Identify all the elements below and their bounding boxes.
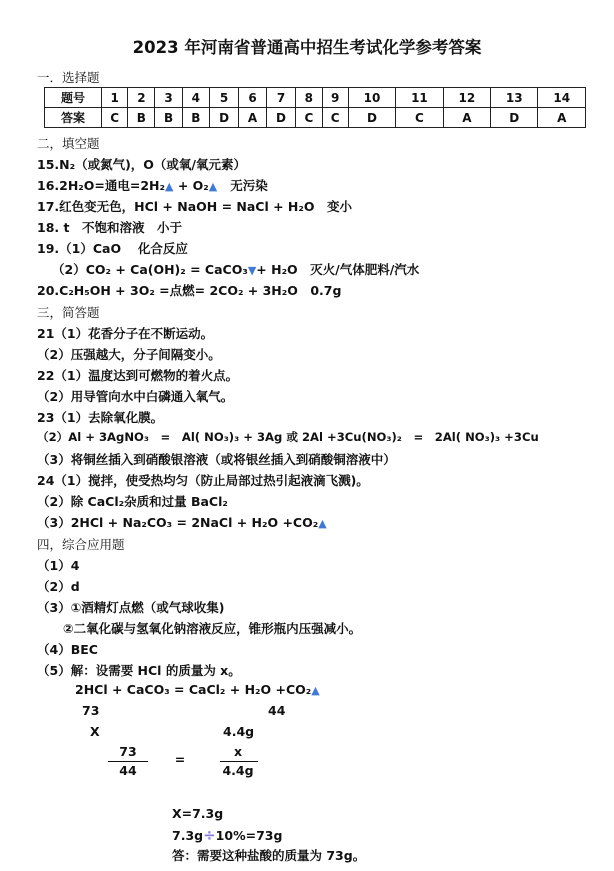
answer-cell: D bbox=[491, 108, 538, 128]
eq-part: + H₂O 灭火/气体肥料/汽水 bbox=[256, 262, 420, 277]
answer-cell: C bbox=[322, 108, 348, 128]
eq-part: （3）2HCl + Na₂CO₃ = 2NaCl + H₂O +CO₂ bbox=[37, 515, 319, 530]
eq-part: 16.2H₂O=通电=2H₂ bbox=[37, 178, 165, 193]
answer-cell: A bbox=[239, 108, 267, 128]
answer-cell: A bbox=[443, 108, 490, 128]
answer-line-18: 18. t 不饱和溶液 小于 bbox=[37, 220, 182, 235]
answer-line-17: 17.红色变无色，HCl + NaOH = NaCl + H₂O 变小 bbox=[37, 199, 352, 214]
answer-line-22-1: 22（1）温度达到可燃物的着火点。 bbox=[37, 368, 239, 383]
answer-cell: D bbox=[348, 108, 395, 128]
answer-line-a5: （5）解：设需要 HCl 的质量为 x。 bbox=[37, 663, 241, 678]
molar-mass-co2: 44 bbox=[268, 703, 286, 718]
division-line bbox=[172, 826, 282, 844]
answer-cell: B bbox=[182, 108, 209, 128]
answer-line-24-3 bbox=[37, 513, 327, 531]
section-short-heading: 三，简答题 bbox=[37, 305, 100, 320]
fraction-bar bbox=[220, 761, 258, 762]
result-x: X=7.3g bbox=[172, 806, 224, 821]
table-row-answers bbox=[45, 108, 586, 128]
eq-part: 10%=73g bbox=[215, 828, 283, 843]
answer-cell: D bbox=[266, 108, 295, 128]
question-number-cell: 13 bbox=[491, 88, 538, 108]
question-number-cell: 5 bbox=[209, 88, 238, 108]
answer-cell: D bbox=[209, 108, 238, 128]
answer-line-16 bbox=[37, 176, 268, 194]
answer-line-19-1: 19.（1）CaO 化合反应 bbox=[37, 241, 188, 256]
answer-line-23-1: 23（1）去除氧化膜。 bbox=[37, 410, 164, 425]
final-answer: 答：需要这种盐酸的质量为 73g。 bbox=[172, 848, 366, 863]
fraction-left-numerator: 73 bbox=[119, 744, 137, 759]
table-header-cell: 题号 bbox=[45, 88, 102, 108]
answer-line-21-1: 21（1）花香分子在不断运动。 bbox=[37, 326, 214, 341]
answer-table bbox=[44, 87, 586, 128]
question-number-cell: 1 bbox=[102, 88, 128, 108]
answer-cell: C bbox=[296, 108, 322, 128]
fraction-right-denominator: 4.4g bbox=[222, 763, 254, 778]
eq-part: 2HCl + CaCO₃ = CaCl₂ + H₂O +CO₂ bbox=[75, 682, 312, 697]
arrow-up-icon: ▲ bbox=[318, 517, 327, 530]
answer-line-22-2: （2）用导管向水中白磷通入氧气。 bbox=[37, 389, 234, 404]
arrow-up-icon: ▲ bbox=[165, 180, 174, 193]
arrow-down-icon: ▼ bbox=[247, 264, 257, 277]
answer-line-a3-2: ②二氧化碳与氢氧化钠溶液反应，锥形瓶内压强减小。 bbox=[63, 621, 362, 636]
answer-line-21-2: （2）压强越大，分子间隔变小。 bbox=[37, 347, 221, 362]
fraction-right-numerator: x bbox=[233, 744, 243, 759]
arrow-up-icon: ▲ bbox=[208, 180, 218, 193]
answer-line-a1: （1）4 bbox=[37, 558, 80, 573]
page-title: 2023 年河南省普通高中招生考试化学参考答案 bbox=[132, 38, 482, 57]
question-number-cell: 14 bbox=[538, 88, 586, 108]
co2-mass: 4.4g bbox=[223, 724, 255, 739]
arrow-up-icon: ▲ bbox=[311, 684, 320, 697]
question-number-cell: 9 bbox=[322, 88, 348, 108]
divide-icon: ÷ bbox=[203, 826, 216, 844]
unknown-mass: X bbox=[90, 724, 100, 739]
eq-part: 无污染 bbox=[230, 178, 268, 193]
answer-line-19-2 bbox=[52, 260, 419, 278]
question-number-cell: 4 bbox=[182, 88, 209, 108]
question-number-cell: 6 bbox=[239, 88, 267, 108]
answer-line-24-2: （2）除 CaCl₂杂质和过量 BaCl₂ bbox=[37, 494, 228, 509]
eq-part: + O₂ bbox=[177, 178, 209, 193]
question-number-cell: 3 bbox=[155, 88, 182, 108]
answer-line-24-1: 24（1）搅拌，使受热均匀（防止局部过热引起液滴飞溅)。 bbox=[37, 473, 369, 488]
question-number-cell: 8 bbox=[296, 88, 322, 108]
table-header-cell: 答案 bbox=[45, 108, 102, 128]
reaction-equation bbox=[75, 682, 320, 697]
section-comprehensive-heading: 四，综合应用题 bbox=[37, 537, 125, 552]
answer-cell: C bbox=[396, 108, 443, 128]
eq-part: （2）CO₂ + Ca(OH)₂ = CaCO₃ bbox=[52, 262, 248, 277]
molar-mass-hcl: 73 bbox=[82, 703, 100, 718]
answer-line-15: 15.N₂（或氮气)，O（或氧/氧元素） bbox=[37, 157, 246, 172]
section-choice-heading: 一．选择题 bbox=[37, 70, 100, 85]
question-number-cell: 12 bbox=[443, 88, 490, 108]
question-number-cell: 10 bbox=[348, 88, 395, 108]
answer-cell: A bbox=[538, 108, 586, 128]
section-fill-heading: 二，填空题 bbox=[37, 136, 100, 151]
answer-cell: B bbox=[128, 108, 155, 128]
answer-line-a3-1: （3）①酒精灯点燃（或气球收集) bbox=[37, 600, 225, 615]
answer-line-20: 20.C₂H₅OH + 3O₂ =点燃= 2CO₂ + 3H₂O 0.7g bbox=[37, 283, 342, 298]
question-number-cell: 2 bbox=[128, 88, 155, 108]
answer-cell: C bbox=[102, 108, 128, 128]
answer-line-a2: （2）d bbox=[37, 579, 80, 594]
eq-part: 7.3g bbox=[172, 828, 204, 843]
question-number-cell: 11 bbox=[396, 88, 443, 108]
answer-cell: B bbox=[155, 108, 182, 128]
answer-line-23-2: （2）Al + 3AgNO₃ = Al( NO₃)₃ + 3Ag 或 2Al +3Cu(NO₃)₂ = 2Al( NO₃)₃ +3Cu bbox=[37, 430, 539, 444]
table-row-numbers bbox=[45, 88, 586, 108]
answer-line-23-3: （3）将铜丝插入到硝酸银溶液（或将银丝插入到硝酸铜溶液中） bbox=[37, 452, 396, 467]
answer-line-a4: （4）BEC bbox=[37, 642, 98, 657]
question-number-cell: 7 bbox=[266, 88, 295, 108]
fraction-equals: = bbox=[174, 752, 186, 767]
fraction-bar bbox=[108, 761, 148, 762]
fraction-left-denominator: 44 bbox=[119, 763, 137, 778]
